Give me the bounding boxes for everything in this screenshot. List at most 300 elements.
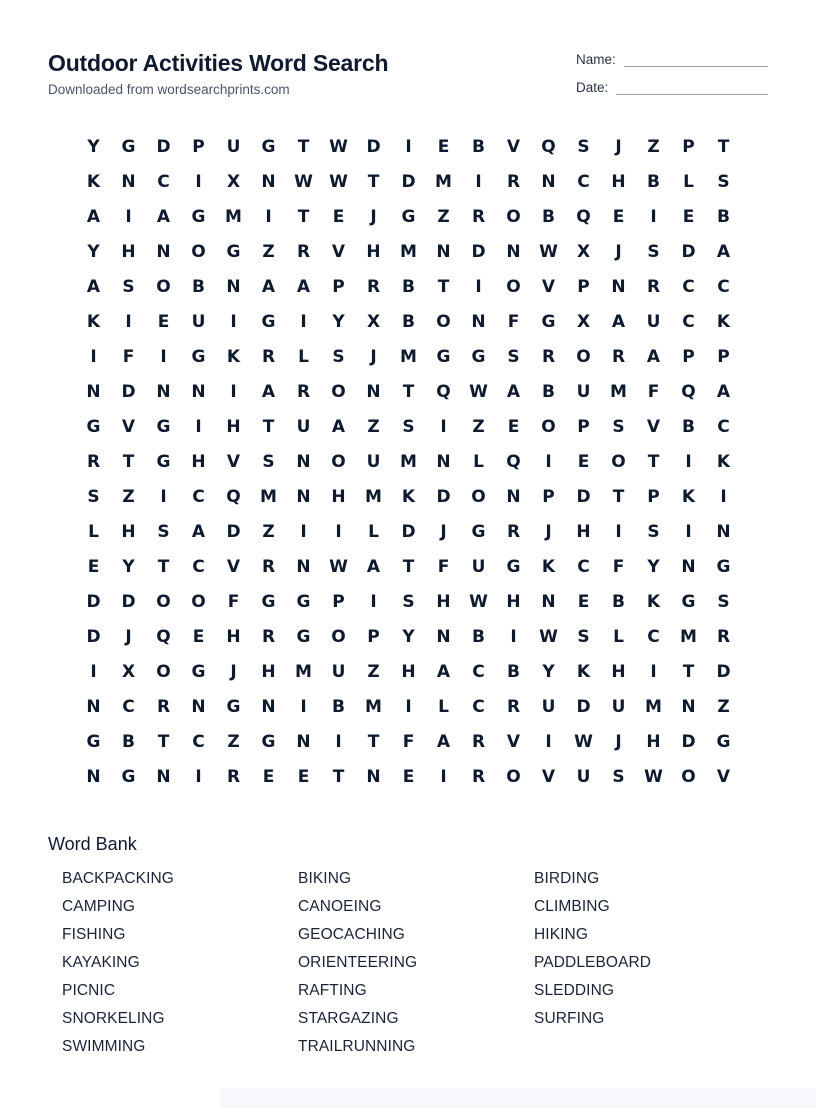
grid-letter[interactable]: S <box>612 416 625 437</box>
grid-letter[interactable]: R <box>261 626 276 647</box>
grid-letter[interactable]: S <box>157 521 170 542</box>
grid-letter[interactable]: W <box>539 626 558 647</box>
grid-letter[interactable]: A <box>261 276 276 297</box>
grid-letter[interactable]: N <box>541 171 556 192</box>
grid-letter[interactable]: A <box>436 661 451 682</box>
grid-letter[interactable]: U <box>576 381 591 402</box>
grid-letter[interactable]: O <box>191 591 206 612</box>
grid-letter[interactable]: N <box>121 171 136 192</box>
grid-letter[interactable]: S <box>647 241 660 262</box>
grid-letter[interactable]: C <box>717 416 730 437</box>
grid-letter[interactable]: I <box>195 416 202 437</box>
grid-letter[interactable]: R <box>226 766 241 787</box>
grid-letter[interactable]: I <box>405 696 412 717</box>
grid-letter[interactable]: D <box>121 591 136 612</box>
grid-letter[interactable]: W <box>469 591 488 612</box>
grid-letter[interactable]: X <box>121 661 136 682</box>
grid-letter[interactable]: G <box>121 136 136 157</box>
grid-letter[interactable]: R <box>506 171 521 192</box>
grid-letter[interactable]: D <box>401 521 416 542</box>
grid-letter[interactable]: A <box>506 381 521 402</box>
grid-letter[interactable]: H <box>611 661 626 682</box>
grid-letter[interactable]: T <box>612 486 625 507</box>
grid-letter[interactable]: G <box>506 556 521 577</box>
grid-letter[interactable]: R <box>646 276 661 297</box>
grid-letter[interactable]: U <box>541 696 556 717</box>
grid-letter[interactable]: O <box>331 451 346 472</box>
grid-letter[interactable]: M <box>365 696 382 717</box>
grid-letter[interactable]: A <box>296 276 311 297</box>
grid-letter[interactable]: Z <box>647 136 660 157</box>
grid-letter[interactable]: U <box>611 696 626 717</box>
grid-letter[interactable]: G <box>716 556 731 577</box>
grid-letter[interactable]: Y <box>87 241 100 262</box>
grid-letter[interactable]: S <box>332 346 345 367</box>
grid-letter[interactable]: S <box>647 521 660 542</box>
grid-letter[interactable]: I <box>685 451 692 472</box>
grid-letter[interactable]: T <box>262 416 275 437</box>
grid-letter[interactable]: W <box>329 556 348 577</box>
grid-letter[interactable]: Z <box>437 206 450 227</box>
grid-letter[interactable]: P <box>192 136 205 157</box>
grid-letter[interactable]: Z <box>122 486 135 507</box>
grid-letter[interactable]: H <box>436 591 451 612</box>
grid-letter[interactable]: U <box>646 311 661 332</box>
grid-letter[interactable]: C <box>682 276 695 297</box>
grid-letter[interactable]: B <box>472 136 485 157</box>
grid-letter[interactable]: G <box>261 311 276 332</box>
grid-letter[interactable]: O <box>681 766 696 787</box>
grid-letter[interactable]: S <box>87 486 100 507</box>
grid-letter[interactable]: F <box>437 556 450 577</box>
grid-letter[interactable]: H <box>226 626 241 647</box>
grid-letter[interactable]: T <box>437 276 450 297</box>
grid-letter[interactable]: A <box>366 556 381 577</box>
grid-letter[interactable]: X <box>576 311 591 332</box>
grid-letter[interactable]: H <box>121 241 136 262</box>
grid-letter[interactable]: D <box>156 136 171 157</box>
grid-letter[interactable]: V <box>121 416 136 437</box>
grid-letter[interactable]: B <box>402 276 415 297</box>
grid-letter[interactable]: A <box>261 381 276 402</box>
grid-letter[interactable]: E <box>577 591 590 612</box>
grid-letter[interactable]: H <box>331 486 346 507</box>
grid-letter[interactable]: P <box>367 626 380 647</box>
grid-letter[interactable]: T <box>157 731 170 752</box>
grid-letter[interactable]: A <box>716 381 731 402</box>
grid-letter[interactable]: I <box>720 486 727 507</box>
grid-letter[interactable]: P <box>577 416 590 437</box>
grid-letter[interactable]: I <box>195 766 202 787</box>
grid-letter[interactable]: I <box>265 206 272 227</box>
grid-letter[interactable]: M <box>400 241 417 262</box>
grid-letter[interactable]: Y <box>542 661 555 682</box>
grid-letter[interactable]: M <box>645 696 662 717</box>
grid-letter[interactable]: G <box>471 521 486 542</box>
grid-letter[interactable]: X <box>366 311 381 332</box>
grid-letter[interactable]: E <box>157 311 170 332</box>
grid-letter[interactable]: M <box>225 206 242 227</box>
grid-letter[interactable]: L <box>298 346 309 367</box>
grid-letter[interactable]: R <box>156 696 171 717</box>
grid-letter[interactable]: N <box>296 451 311 472</box>
grid-letter[interactable]: M <box>610 381 627 402</box>
grid-letter[interactable]: M <box>400 451 417 472</box>
grid-letter[interactable]: A <box>611 311 626 332</box>
grid-letter[interactable]: Z <box>367 661 380 682</box>
grid-letter[interactable]: Q <box>576 206 591 227</box>
grid-letter[interactable]: O <box>506 766 521 787</box>
grid-letter[interactable]: O <box>156 276 171 297</box>
grid-letter[interactable]: P <box>682 346 695 367</box>
grid-letter[interactable]: N <box>261 171 276 192</box>
grid-letter[interactable]: Q <box>681 381 696 402</box>
grid-letter[interactable]: C <box>192 556 205 577</box>
grid-letter[interactable]: I <box>195 171 202 192</box>
grid-letter[interactable]: J <box>615 241 622 262</box>
grid-letter[interactable]: U <box>576 766 591 787</box>
grid-letter[interactable]: E <box>297 766 310 787</box>
grid-letter[interactable]: I <box>405 136 412 157</box>
grid-letter[interactable]: Z <box>367 416 380 437</box>
grid-letter[interactable]: B <box>542 381 555 402</box>
grid-letter[interactable]: N <box>296 486 311 507</box>
grid-letter[interactable]: P <box>542 486 555 507</box>
grid-letter[interactable]: G <box>471 346 486 367</box>
grid-letter[interactable]: W <box>574 731 593 752</box>
grid-letter[interactable]: H <box>366 241 381 262</box>
grid-letter[interactable]: G <box>121 766 136 787</box>
grid-letter[interactable]: J <box>615 136 622 157</box>
grid-letter[interactable]: G <box>541 311 556 332</box>
grid-letter[interactable]: V <box>506 136 521 157</box>
grid-letter[interactable]: A <box>331 416 346 437</box>
grid-letter[interactable]: J <box>125 626 132 647</box>
grid-letter[interactable]: T <box>122 451 135 472</box>
grid-letter[interactable]: C <box>472 661 485 682</box>
grid-letter[interactable]: T <box>717 136 730 157</box>
grid-letter[interactable]: I <box>300 521 307 542</box>
grid-letter[interactable]: I <box>545 731 552 752</box>
grid-letter[interactable]: L <box>438 696 449 717</box>
grid-letter[interactable]: K <box>716 311 731 332</box>
grid-letter[interactable]: H <box>401 661 416 682</box>
grid-letter[interactable]: U <box>226 136 241 157</box>
grid-letter[interactable]: B <box>542 206 555 227</box>
grid-letter[interactable]: F <box>402 731 415 752</box>
grid-letter[interactable]: T <box>367 171 380 192</box>
grid-letter[interactable]: T <box>647 451 660 472</box>
grid-letter[interactable]: E <box>332 206 345 227</box>
grid-letter[interactable]: D <box>226 521 241 542</box>
grid-letter[interactable]: W <box>644 766 663 787</box>
grid-letter[interactable]: D <box>681 241 696 262</box>
grid-letter[interactable]: B <box>717 206 730 227</box>
grid-letter[interactable]: H <box>611 171 626 192</box>
grid-letter[interactable]: O <box>156 591 171 612</box>
grid-letter[interactable]: E <box>507 416 520 437</box>
grid-letter[interactable]: T <box>297 206 310 227</box>
grid-letter[interactable]: U <box>191 311 206 332</box>
grid-letter[interactable]: I <box>335 731 342 752</box>
grid-letter[interactable]: J <box>615 731 622 752</box>
grid-letter[interactable]: O <box>506 276 521 297</box>
grid-letter[interactable]: E <box>612 206 625 227</box>
grid-letter[interactable]: A <box>646 346 661 367</box>
grid-letter[interactable]: H <box>506 591 521 612</box>
grid-letter[interactable]: E <box>262 766 275 787</box>
grid-letter[interactable]: G <box>156 416 171 437</box>
grid-letter[interactable]: N <box>471 311 486 332</box>
grid-letter[interactable]: S <box>577 626 590 647</box>
grid-letter[interactable]: V <box>331 241 346 262</box>
grid-letter[interactable]: R <box>471 766 486 787</box>
grid-letter[interactable]: M <box>260 486 277 507</box>
grid-letter[interactable]: C <box>192 486 205 507</box>
grid-letter[interactable]: S <box>402 591 415 612</box>
grid-letter[interactable]: G <box>436 346 451 367</box>
grid-letter[interactable]: O <box>156 661 171 682</box>
grid-letter[interactable]: R <box>86 451 101 472</box>
grid-letter[interactable]: U <box>471 556 486 577</box>
grid-letter[interactable]: D <box>681 731 696 752</box>
grid-letter[interactable]: B <box>647 171 660 192</box>
grid-letter[interactable]: I <box>650 206 657 227</box>
grid-letter[interactable]: G <box>86 731 101 752</box>
grid-letter[interactable]: C <box>192 731 205 752</box>
grid-letter[interactable]: I <box>125 206 132 227</box>
grid-letter[interactable]: T <box>402 381 415 402</box>
grid-letter[interactable]: S <box>122 276 135 297</box>
grid-letter[interactable]: C <box>717 276 730 297</box>
grid-letter[interactable]: S <box>577 136 590 157</box>
grid-letter[interactable]: R <box>366 276 381 297</box>
grid-letter[interactable]: N <box>366 381 381 402</box>
grid-letter[interactable]: D <box>471 241 486 262</box>
grid-letter[interactable]: L <box>473 451 484 472</box>
grid-letter[interactable]: Y <box>122 556 135 577</box>
grid-letter[interactable]: K <box>681 486 696 507</box>
grid-letter[interactable]: V <box>716 766 731 787</box>
grid-letter[interactable]: I <box>440 766 447 787</box>
grid-letter[interactable]: U <box>331 661 346 682</box>
grid-letter[interactable]: H <box>261 661 276 682</box>
grid-letter[interactable]: G <box>261 136 276 157</box>
grid-letter[interactable]: K <box>646 591 661 612</box>
grid-letter[interactable]: I <box>160 486 167 507</box>
grid-letter[interactable]: L <box>683 171 694 192</box>
grid-letter[interactable]: G <box>226 696 241 717</box>
grid-letter[interactable]: P <box>332 276 345 297</box>
grid-letter[interactable]: W <box>329 136 348 157</box>
grid-letter[interactable]: R <box>716 626 731 647</box>
grid-letter[interactable]: K <box>401 486 416 507</box>
grid-letter[interactable]: W <box>294 171 313 192</box>
grid-letter[interactable]: C <box>577 556 590 577</box>
grid-letter[interactable]: C <box>647 626 660 647</box>
grid-letter[interactable]: S <box>262 451 275 472</box>
grid-letter[interactable]: S <box>507 346 520 367</box>
grid-letter[interactable]: N <box>226 276 241 297</box>
grid-letter[interactable]: G <box>296 591 311 612</box>
grid-letter[interactable]: I <box>650 661 657 682</box>
grid-letter[interactable]: N <box>506 241 521 262</box>
grid-letter[interactable]: P <box>647 486 660 507</box>
grid-letter[interactable]: B <box>332 696 345 717</box>
grid-letter[interactable]: X <box>226 171 241 192</box>
grid-letter[interactable]: W <box>329 171 348 192</box>
grid-letter[interactable]: N <box>366 766 381 787</box>
grid-letter[interactable]: N <box>156 766 171 787</box>
grid-letter[interactable]: G <box>716 731 731 752</box>
grid-letter[interactable]: U <box>366 451 381 472</box>
grid-letter[interactable]: M <box>680 626 697 647</box>
grid-letter[interactable]: G <box>191 661 206 682</box>
grid-letter[interactable]: J <box>440 521 447 542</box>
grid-letter[interactable]: H <box>226 416 241 437</box>
grid-letter[interactable]: O <box>331 626 346 647</box>
grid-letter[interactable]: A <box>436 731 451 752</box>
grid-letter[interactable]: G <box>261 731 276 752</box>
grid-letter[interactable]: Z <box>262 521 275 542</box>
grid-letter[interactable]: R <box>471 731 486 752</box>
grid-letter[interactable]: Q <box>541 136 556 157</box>
grid-letter[interactable]: N <box>156 241 171 262</box>
grid-letter[interactable]: H <box>121 521 136 542</box>
grid-letter[interactable]: K <box>86 311 101 332</box>
grid-letter[interactable]: Z <box>717 696 730 717</box>
grid-letter[interactable]: M <box>365 486 382 507</box>
grid-letter[interactable]: D <box>86 591 101 612</box>
grid-letter[interactable]: Z <box>227 731 240 752</box>
grid-letter[interactable]: Y <box>332 311 345 332</box>
grid-letter[interactable]: P <box>682 136 695 157</box>
grid-letter[interactable]: T <box>332 766 345 787</box>
grid-letter[interactable]: D <box>576 486 591 507</box>
grid-letter[interactable]: D <box>716 661 731 682</box>
grid-letter[interactable]: I <box>300 311 307 332</box>
grid-letter[interactable]: C <box>122 696 135 717</box>
grid-letter[interactable]: A <box>716 241 731 262</box>
grid-letter[interactable]: K <box>86 171 101 192</box>
grid-letter[interactable]: A <box>86 276 101 297</box>
grid-letter[interactable]: I <box>90 661 97 682</box>
grid-letter[interactable]: T <box>402 556 415 577</box>
grid-letter[interactable]: I <box>125 311 132 332</box>
grid-letter[interactable]: R <box>261 556 276 577</box>
grid-letter[interactable]: O <box>506 206 521 227</box>
grid-letter[interactable]: H <box>576 521 591 542</box>
grid-letter[interactable]: P <box>717 346 730 367</box>
grid-letter[interactable]: C <box>682 311 695 332</box>
grid-letter[interactable]: I <box>475 171 482 192</box>
grid-letter[interactable]: D <box>436 486 451 507</box>
grid-letter[interactable]: Q <box>156 626 171 647</box>
grid-letter[interactable]: B <box>192 276 205 297</box>
grid-letter[interactable]: I <box>440 416 447 437</box>
grid-letter[interactable]: R <box>471 206 486 227</box>
grid-letter[interactable]: O <box>541 416 556 437</box>
grid-letter[interactable]: B <box>682 416 695 437</box>
grid-letter[interactable]: S <box>612 766 625 787</box>
grid-letter[interactable]: F <box>612 556 625 577</box>
grid-letter[interactable]: A <box>191 521 206 542</box>
grid-letter[interactable]: I <box>230 381 237 402</box>
grid-letter[interactable]: N <box>261 696 276 717</box>
grid-letter[interactable]: C <box>472 696 485 717</box>
grid-letter[interactable]: Y <box>647 556 660 577</box>
grid-letter[interactable]: R <box>296 241 311 262</box>
grid-letter[interactable]: I <box>160 346 167 367</box>
grid-letter[interactable]: N <box>296 731 311 752</box>
grid-letter[interactable]: R <box>611 346 626 367</box>
grid-letter[interactable]: K <box>541 556 556 577</box>
grid-letter[interactable]: N <box>156 381 171 402</box>
grid-letter[interactable]: S <box>402 416 415 437</box>
grid-letter[interactable]: N <box>191 696 206 717</box>
grid-letter[interactable]: D <box>121 381 136 402</box>
grid-letter[interactable]: J <box>370 206 377 227</box>
grid-letter[interactable]: L <box>88 521 99 542</box>
grid-letter[interactable]: N <box>86 766 101 787</box>
grid-letter[interactable]: B <box>122 731 135 752</box>
grid-letter[interactable]: G <box>261 591 276 612</box>
grid-letter[interactable]: P <box>332 591 345 612</box>
grid-letter[interactable]: K <box>576 661 591 682</box>
grid-letter[interactable]: M <box>435 171 452 192</box>
grid-letter[interactable]: R <box>541 346 556 367</box>
grid-letter[interactable]: R <box>296 381 311 402</box>
grid-letter[interactable]: G <box>191 346 206 367</box>
grid-letter[interactable]: J <box>545 521 552 542</box>
grid-letter[interactable]: E <box>437 136 450 157</box>
grid-letter[interactable]: G <box>401 206 416 227</box>
grid-letter[interactable]: I <box>300 696 307 717</box>
grid-letter[interactable]: K <box>716 451 731 472</box>
grid-letter[interactable]: G <box>296 626 311 647</box>
grid-letter[interactable]: I <box>370 591 377 612</box>
grid-letter[interactable]: S <box>717 171 730 192</box>
grid-letter[interactable]: I <box>510 626 517 647</box>
grid-letter[interactable]: O <box>576 346 591 367</box>
grid-letter[interactable]: R <box>261 346 276 367</box>
grid-letter[interactable]: N <box>506 486 521 507</box>
grid-letter[interactable]: N <box>436 241 451 262</box>
grid-letter[interactable]: F <box>647 381 660 402</box>
grid-letter[interactable]: R <box>506 696 521 717</box>
grid-letter[interactable]: I <box>90 346 97 367</box>
grid-letter[interactable]: E <box>402 766 415 787</box>
grid-letter[interactable]: J <box>230 661 237 682</box>
grid-letter[interactable]: V <box>506 731 521 752</box>
grid-letter[interactable]: O <box>471 486 486 507</box>
grid-letter[interactable]: E <box>682 206 695 227</box>
grid-letter[interactable]: B <box>402 311 415 332</box>
grid-letter[interactable]: G <box>86 416 101 437</box>
grid-letter[interactable]: K <box>226 346 241 367</box>
grid-letter[interactable]: I <box>230 311 237 332</box>
grid-letter[interactable]: P <box>577 276 590 297</box>
grid-letter[interactable]: N <box>436 626 451 647</box>
grid-letter[interactable]: E <box>577 451 590 472</box>
grid-letter[interactable]: V <box>226 556 241 577</box>
grid-letter[interactable]: N <box>541 591 556 612</box>
grid-letter[interactable]: O <box>611 451 626 472</box>
grid-letter[interactable]: N <box>191 381 206 402</box>
grid-letter[interactable]: D <box>86 626 101 647</box>
grid-letter[interactable]: T <box>682 661 695 682</box>
grid-letter[interactable]: M <box>400 346 417 367</box>
